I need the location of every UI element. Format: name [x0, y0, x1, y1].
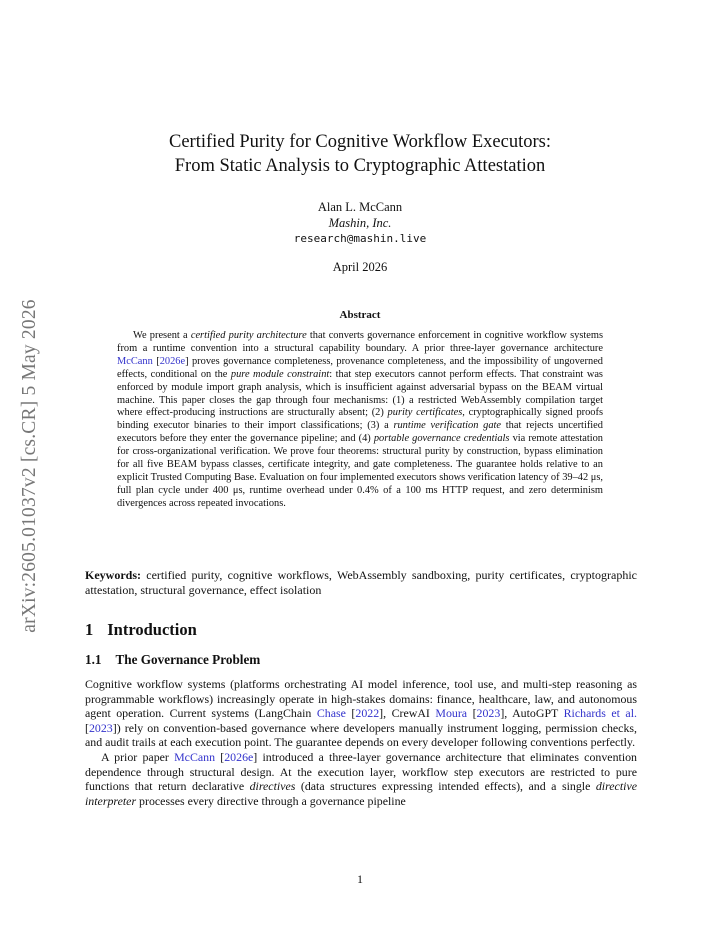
- paper-date: April 2026: [332, 260, 388, 274]
- abstract-text: that rejects uncertified executors before they enter the governance pipeline; and (4): [117, 420, 603, 445]
- title-line-1: Certified Purity for Cognitive Workflow Executors:: [169, 132, 551, 152]
- paragraph: [85, 677, 637, 750]
- author-name: Alan L. McCann: [317, 200, 403, 214]
- abstract-text: We present a: [133, 330, 191, 341]
- author-block: [0, 199, 720, 247]
- paragraph-text: ], CrewAI: [379, 706, 436, 721]
- abstract-text: ] proves governance completeness, provenance completeness, and the impossibility of ungoverned effects, conditional on the: [117, 355, 604, 380]
- abstract-paragraph: [117, 330, 603, 511]
- abstract-text: : that step executors cannot perform effects. That constraint was enforced by module import graph analysis, which is insufficient against adversarial bypass on the BEAM virtual machine. This paper closes the gap through four mechanisms: (1) a restricted WebAssembly compilation target where effect-producing instructions are structurally absent; (2): [117, 368, 603, 419]
- abstract-emphasis: certified purity architecture: [190, 330, 307, 341]
- arxiv-identifier: arXiv:2605.01037v2 [cs.CR] 5 May 2026: [19, 299, 40, 633]
- paragraph-text: [: [85, 720, 89, 735]
- abstract-emphasis: pure module constraint: [230, 368, 330, 380]
- abstract-heading: Abstract: [339, 309, 381, 321]
- title-line-2: From Static Analysis to Cryptographic Attestation: [174, 156, 546, 176]
- paragraph-text: (data structures expressing intended effects), and a single: [295, 779, 596, 794]
- section-heading: [85, 620, 197, 640]
- body-text: [85, 677, 637, 808]
- paragraph-text: Cognitive workflow systems (platforms orchestrating AI model inference, tool use, and multi-step reasoning as programmable workflows) increasingly operate in high-stakes domains: finance, healthcare, law, and autonomous agent operation. Current systems (LangChain: [85, 677, 637, 721]
- paper-title: [0, 130, 720, 178]
- keywords-list: certified purity, cognitive workflows, WebAssembly sandboxing, purity certificates, cryptographic attestation, structural governance, effect isolation: [85, 568, 637, 597]
- keywords: [85, 568, 637, 598]
- citation-link[interactable]: McCann: [174, 749, 216, 764]
- abstract-text: via remote attestation for cross-organizational verification. We prove four theorems: structural purity by construction, bypass elimination for all five BEAM bypass classes, certificate integrity, and gate completeness. The guarantee holds relative to an explicit Trusted Computing Base. Evaluation on four implemented executors shows verification latency of 39–42 μs, full plan cycle under 400 μs, runtime overhead under 0.4% of a 100 ms HTTP request, and zero determinism divergences across repeated invocations.: [117, 433, 603, 509]
- citation-year-link[interactable]: 2023: [476, 706, 501, 721]
- citation-link[interactable]: Moura: [435, 706, 468, 721]
- paragraph-text: [: [345, 706, 356, 721]
- abstract-emphasis: purity certificates: [387, 407, 463, 419]
- subsection-heading: [85, 652, 260, 668]
- subsection-title: The Governance Problem: [115, 652, 261, 667]
- citation-link[interactable]: McCann: [117, 355, 153, 367]
- citation-link[interactable]: Richards et al.: [563, 706, 637, 721]
- author-email[interactable]: research@mashin.live: [293, 232, 427, 245]
- keywords-label: Keywords:: [85, 568, 141, 582]
- author-affiliation: Mashin, Inc.: [328, 216, 392, 230]
- paragraph-emphasis: directive interpreter: [85, 779, 637, 808]
- page-number: 1: [357, 872, 363, 886]
- abstract-emphasis: runtime verification gate: [393, 420, 502, 432]
- citation-year-link[interactable]: 2023: [88, 720, 113, 735]
- citation-year-link[interactable]: 2026e: [159, 355, 186, 367]
- paragraph-emphasis: directives: [249, 779, 296, 794]
- citation-year-link[interactable]: 2022: [355, 706, 380, 721]
- abstract-text: [: [152, 355, 160, 367]
- citation-link[interactable]: Chase: [316, 706, 346, 721]
- section-number: 1: [85, 620, 94, 639]
- abstract-text: that converts governance enforcement in cognitive workflow systems from a runtime convention into a structural capability boundary. A prior three-layer governance architecture: [117, 330, 603, 354]
- section-title: Introduction: [107, 620, 197, 639]
- paragraph-text: processes every directive through a governance pipeline: [136, 793, 406, 808]
- paragraph: [85, 750, 637, 808]
- abstract-emphasis: portable governance credentials: [373, 433, 510, 445]
- paragraph-text: A prior paper: [101, 749, 175, 764]
- paragraph-text: ], AutoGPT: [500, 706, 564, 721]
- paragraph-text: [: [467, 706, 477, 721]
- citation-year-link[interactable]: 2026e: [224, 749, 254, 764]
- paragraph-text: ]) rely on convention-based governance where developers manually instrument logging, permission checks, and audit trails at each execution point. The guarantee depends on every developer following conventions perfectly.: [85, 720, 637, 750]
- abstract-text: , cryptographically signed proofs binding executor binaries to their import classifications; (3) a: [117, 407, 603, 432]
- abstract-body: [117, 330, 603, 511]
- paragraph-text: ] introduced a three-layer governance architecture that eliminates convention dependence through structural design. At the execution layer, workflow step executors are restricted to pure functions that return declarative: [85, 749, 638, 794]
- paragraph-text: [: [215, 749, 225, 764]
- subsection-number: 1.1: [85, 652, 102, 667]
